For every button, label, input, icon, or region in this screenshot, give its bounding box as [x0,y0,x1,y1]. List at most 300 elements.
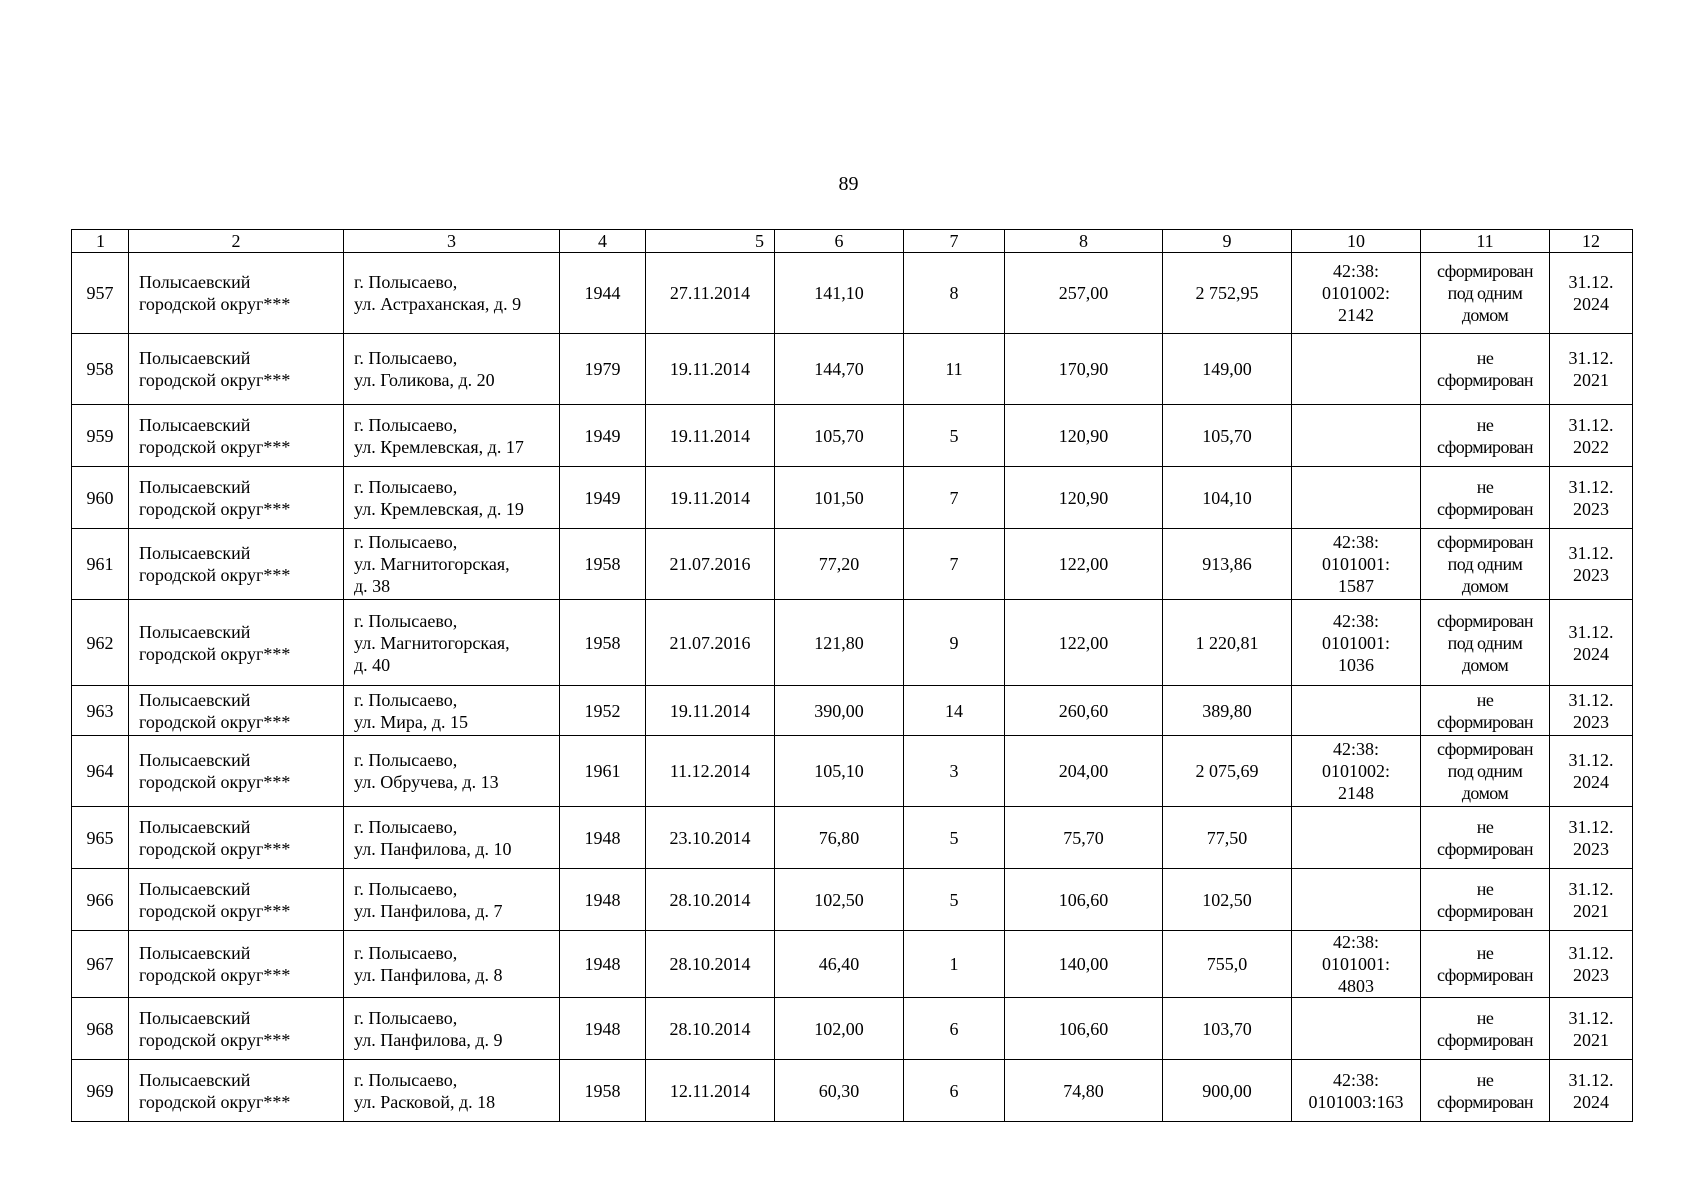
land-status-line: сформирован [1437,610,1533,631]
count-cell: 7 [904,529,1005,600]
land-status-line: сформирован [1437,1091,1533,1112]
district-line: городской округ*** [139,838,291,859]
deadline-line: 31.12. [1568,750,1614,770]
address-line: г. Полысаево, [354,610,458,631]
table-row [72,600,1633,686]
land-status-line: сформирован [1437,498,1533,519]
count-cell: 6 [904,998,1005,1060]
land-area-cell: 149,00 [1163,334,1292,405]
address-line: ул. Обручева, д. 13 [354,772,499,792]
date-cell: 12.11.2014 [646,1060,775,1122]
land-status-line: не [1476,348,1494,368]
address-line: ул. Панфилова, д. 9 [354,1029,503,1050]
land-status-line: сформирован [1437,739,1533,759]
district-cell [129,1060,344,1122]
cadastral-number-line: 42:38: [1332,261,1379,281]
area-cell: 105,70 [775,405,904,467]
address-cell [344,334,560,405]
table-row [72,931,1633,998]
count-cell: 5 [904,405,1005,467]
land-status-line: под одним [1447,283,1523,303]
land-status-line: сформирован [1437,965,1533,985]
deadline-cell [1550,807,1633,869]
district-line: городской округ*** [139,711,291,732]
table-row [72,998,1633,1060]
row-number-cell: 961 [72,529,129,600]
district-cell [129,931,344,998]
deadline-line: 31.12. [1568,348,1614,368]
area-cell: 46,40 [775,931,904,998]
area-cell: 106,60 [1005,998,1163,1060]
address-line: г. Полысаево, [354,1069,458,1090]
year-built-cell: 1958 [560,529,646,600]
row-number-cell: 962 [72,600,129,686]
count-cell: 5 [904,869,1005,931]
cadastral-number-line: 1036 [1338,654,1374,675]
deadline-line: 31.12. [1568,1069,1614,1090]
address-line: г. Полысаево, [354,532,458,552]
column-header: 7 [904,230,1005,253]
land-status-line: не [1476,689,1494,710]
district-line: городской округ*** [139,1091,291,1112]
column-header: 11 [1421,230,1550,253]
count-cell: 9 [904,600,1005,686]
deadline-line: 31.12. [1568,476,1614,497]
land-status-cell [1421,686,1550,736]
cadastral-number-cell [1292,253,1421,334]
deadline-line: 2021 [1573,370,1609,390]
deadline-line: 2024 [1573,643,1609,664]
address-cell [344,931,560,998]
year-built-cell: 1948 [560,807,646,869]
date-cell: 19.11.2014 [646,405,775,467]
district-cell [129,869,344,931]
address-cell [344,807,560,869]
deadline-line: 2023 [1573,965,1609,985]
district-cell [129,529,344,600]
district-line: Полысаевский [139,543,251,563]
land-status-line: сформирован [1437,900,1533,921]
address-line: ул. Магнитогорская, [354,554,510,574]
cadastral-number-line: 0101001: [1321,954,1390,974]
land-area-cell: 913,86 [1163,529,1292,600]
deadline-cell [1550,1060,1633,1122]
area-cell: 257,00 [1005,253,1163,334]
deadline-line: 2024 [1573,294,1609,314]
address-cell [344,405,560,467]
district-line: Полысаевский [139,689,251,710]
district-line: Полысаевский [139,272,251,292]
count-cell: 7 [904,467,1005,529]
date-cell: 21.07.2016 [646,600,775,686]
area-cell: 74,80 [1005,1060,1163,1122]
district-line: Полысаевский [139,878,251,899]
date-cell: 21.07.2016 [646,529,775,600]
district-cell [129,736,344,807]
area-cell: 122,00 [1005,529,1163,600]
cadastral-number-cell [1292,467,1421,529]
land-status-line: домом [1461,783,1509,803]
row-number-cell: 969 [72,1060,129,1122]
address-line: г. Полысаево, [354,878,458,899]
table-row [72,807,1633,869]
land-status-cell [1421,736,1550,807]
deadline-cell [1550,253,1633,334]
column-header: 2 [129,230,344,253]
column-header: 10 [1292,230,1421,253]
deadline-cell [1550,686,1633,736]
area-cell: 101,50 [775,467,904,529]
address-line: ул. Панфилова, д. 7 [354,900,503,921]
land-area-cell: 1 220,81 [1163,600,1292,686]
land-status-cell [1421,467,1550,529]
address-cell [344,253,560,334]
area-cell: 77,20 [775,529,904,600]
district-line: городской округ*** [139,370,291,390]
cadastral-number-line: 4803 [1338,976,1374,996]
land-area-cell: 102,50 [1163,869,1292,931]
date-cell: 19.11.2014 [646,686,775,736]
table-row [72,686,1633,736]
date-cell: 19.11.2014 [646,467,775,529]
year-built-cell: 1961 [560,736,646,807]
district-line: городской округ*** [139,294,291,314]
district-line: Полысаевский [139,621,251,642]
address-cell [344,600,560,686]
district-line: Полысаевский [139,1007,251,1028]
land-status-line: не [1476,816,1494,837]
cadastral-number-cell [1292,405,1421,467]
column-header: 3 [344,230,560,253]
address-line: ул. Панфилова, д. 10 [354,838,512,859]
district-cell [129,998,344,1060]
date-cell: 27.11.2014 [646,253,775,334]
deadline-line: 31.12. [1568,414,1614,435]
land-status-line: сформирован [1437,436,1533,457]
area-cell: 102,00 [775,998,904,1060]
land-status-line: домом [1461,305,1509,325]
land-area-cell: 104,10 [1163,467,1292,529]
district-line: Полысаевский [139,348,251,368]
deadline-line: 2023 [1573,711,1609,732]
address-line: ул. Мира, д. 15 [354,711,468,732]
land-status-line: домом [1461,654,1509,675]
district-line: Полысаевский [139,750,251,770]
cadastral-number-line: 0101002: [1321,283,1390,303]
land-status-line: не [1476,476,1494,497]
district-line: городской округ*** [139,772,291,792]
cadastral-number-line: 42:38: [1332,1069,1379,1090]
row-number-cell: 968 [72,998,129,1060]
area-cell: 60,30 [775,1060,904,1122]
area-cell: 75,70 [1005,807,1163,869]
land-status-cell [1421,998,1550,1060]
address-line: ул. Расковой, д. 18 [354,1091,496,1112]
cadastral-number-cell [1292,807,1421,869]
area-cell: 390,00 [775,686,904,736]
date-cell: 11.12.2014 [646,736,775,807]
district-line: Полысаевский [139,414,251,435]
district-line: городской округ*** [139,643,291,664]
land-status-line: сформирован [1437,370,1533,390]
land-area-cell: 2 075,69 [1163,736,1292,807]
cadastral-number-line: 2148 [1338,783,1374,803]
deadline-line: 31.12. [1568,272,1614,292]
year-built-cell: 1948 [560,931,646,998]
deadline-cell [1550,405,1633,467]
row-number-cell: 967 [72,931,129,998]
column-number-row [72,230,1633,253]
land-area-cell: 900,00 [1163,1060,1292,1122]
land-status-line: не [1476,414,1494,435]
date-cell: 28.10.2014 [646,869,775,931]
year-built-cell: 1949 [560,467,646,529]
column-header: 8 [1005,230,1163,253]
row-number-cell: 965 [72,807,129,869]
district-line: городской округ*** [139,436,291,457]
year-built-cell: 1948 [560,869,646,931]
year-built-cell: 1952 [560,686,646,736]
cadastral-number-cell [1292,686,1421,736]
land-status-line: не [1476,1069,1494,1090]
deadline-cell [1550,998,1633,1060]
area-cell: 120,90 [1005,467,1163,529]
land-area-cell: 77,50 [1163,807,1292,869]
housing-registry-table [71,229,1633,1122]
address-line: г. Полысаево, [354,272,458,292]
table-row [72,405,1633,467]
count-cell: 5 [904,807,1005,869]
area-cell: 102,50 [775,869,904,931]
address-cell [344,869,560,931]
district-line: городской округ*** [139,498,291,519]
deadline-line: 2023 [1573,498,1609,519]
year-built-cell: 1979 [560,334,646,405]
year-built-cell: 1944 [560,253,646,334]
year-built-cell: 1958 [560,600,646,686]
row-number-cell: 960 [72,467,129,529]
district-line: Полысаевский [139,476,251,497]
date-cell: 28.10.2014 [646,931,775,998]
year-built-cell: 1948 [560,998,646,1060]
cadastral-number-cell [1292,600,1421,686]
deadline-cell [1550,931,1633,998]
land-status-cell [1421,334,1550,405]
land-area-cell: 2 752,95 [1163,253,1292,334]
cadastral-number-cell [1292,1060,1421,1122]
area-cell: 170,90 [1005,334,1163,405]
address-line: ул. Кремлевская, д. 17 [354,436,524,457]
cadastral-number-cell [1292,334,1421,405]
district-line: Полысаевский [139,816,251,837]
land-status-cell [1421,253,1550,334]
land-status-cell [1421,405,1550,467]
district-line: городской округ*** [139,965,291,985]
area-cell: 122,00 [1005,600,1163,686]
address-line: г. Полысаево, [354,476,458,497]
cadastral-number-line: 1587 [1338,576,1374,596]
area-cell: 106,60 [1005,869,1163,931]
cadastral-number-cell [1292,869,1421,931]
count-cell: 3 [904,736,1005,807]
address-cell [344,529,560,600]
district-line: Полысаевский [139,1069,251,1090]
land-status-line: сформирован [1437,1029,1533,1050]
land-status-line: сформирован [1437,711,1533,732]
area-cell: 105,10 [775,736,904,807]
deadline-line: 2021 [1573,900,1609,921]
district-cell [129,467,344,529]
table-row [72,529,1633,600]
deadline-cell [1550,600,1633,686]
land-area-cell: 755,0 [1163,931,1292,998]
date-cell: 28.10.2014 [646,998,775,1060]
column-header: 5 [646,230,775,253]
address-line: г. Полысаево, [354,348,458,368]
district-cell [129,405,344,467]
district-line: городской округ*** [139,900,291,921]
row-number-cell: 957 [72,253,129,334]
year-built-cell: 1949 [560,405,646,467]
land-status-cell [1421,807,1550,869]
address-line: ул. Кремлевская, д. 19 [354,498,524,519]
land-status-line: под одним [1447,632,1523,653]
cadastral-number-line: 0101003:163 [1308,1091,1404,1112]
page-number: 89 [838,173,859,195]
area-cell: 260,60 [1005,686,1163,736]
land-status-line: сформирован [1437,838,1533,859]
land-status-line: под одним [1447,554,1523,574]
land-status-line: сформирован [1437,261,1533,281]
address-line: д. 40 [354,654,391,675]
cadastral-number-line: 42:38: [1332,739,1379,759]
area-cell: 141,10 [775,253,904,334]
deadline-cell [1550,736,1633,807]
deadline-line: 31.12. [1568,943,1614,963]
address-cell [344,467,560,529]
deadline-line: 31.12. [1568,621,1614,642]
land-status-cell [1421,1060,1550,1122]
land-status-line: сформирован [1437,532,1533,552]
area-cell: 140,00 [1005,931,1163,998]
deadline-line: 2022 [1573,436,1609,457]
deadline-line: 31.12. [1568,816,1614,837]
cadastral-number-cell [1292,529,1421,600]
land-area-cell: 389,80 [1163,686,1292,736]
district-cell [129,686,344,736]
address-line: г. Полысаево, [354,689,458,710]
land-status-cell [1421,600,1550,686]
deadline-line: 2023 [1573,838,1609,859]
table-row [72,334,1633,405]
address-line: ул. Магнитогорская, [354,632,510,653]
deadline-cell [1550,529,1633,600]
area-cell: 120,90 [1005,405,1163,467]
address-line: д. 38 [354,576,391,596]
address-line: г. Полысаево, [354,414,458,435]
land-status-cell [1421,529,1550,600]
deadline-cell [1550,869,1633,931]
column-header: 9 [1163,230,1292,253]
cadastral-number-cell [1292,931,1421,998]
year-built-cell: 1958 [560,1060,646,1122]
deadline-line: 31.12. [1568,689,1614,710]
land-area-cell: 103,70 [1163,998,1292,1060]
land-status-line: не [1476,878,1494,899]
address-cell [344,998,560,1060]
date-cell: 19.11.2014 [646,334,775,405]
cadastral-number-line: 2142 [1338,305,1374,325]
address-line: г. Полысаево, [354,943,458,963]
land-status-cell [1421,931,1550,998]
table-row [72,1060,1633,1122]
deadline-line: 2023 [1573,565,1609,585]
table-row [72,253,1633,334]
table-row [72,869,1633,931]
cadastral-number-line: 0101001: [1321,632,1390,653]
cadastral-number-cell [1292,736,1421,807]
table-row [72,736,1633,807]
land-status-line: не [1476,943,1494,963]
cadastral-number-line: 0101001: [1321,554,1390,574]
district-line: городской округ*** [139,1029,291,1050]
district-cell [129,807,344,869]
deadline-line: 2021 [1573,1029,1609,1050]
land-status-line: под одним [1447,761,1523,781]
area-cell: 76,80 [775,807,904,869]
address-line: ул. Панфилова, д. 8 [354,965,503,985]
address-line: г. Полысаево, [354,1007,458,1028]
cadastral-number-cell [1292,998,1421,1060]
deadline-line: 31.12. [1568,543,1614,563]
cadastral-number-line: 42:38: [1332,532,1379,552]
cadastral-number-line: 0101002: [1321,761,1390,781]
area-cell: 121,80 [775,600,904,686]
land-status-line: домом [1461,576,1509,596]
address-line: ул. Голикова, д. 20 [354,370,495,390]
address-line: г. Полысаево, [354,816,458,837]
address-cell [344,736,560,807]
row-number-cell: 964 [72,736,129,807]
column-header: 1 [72,230,129,253]
row-number-cell: 966 [72,869,129,931]
district-cell [129,600,344,686]
land-status-cell [1421,869,1550,931]
deadline-line: 2024 [1573,772,1609,792]
column-header: 12 [1550,230,1633,253]
deadline-line: 31.12. [1568,878,1614,899]
row-number-cell: 963 [72,686,129,736]
column-header: 4 [560,230,646,253]
district-line: Полысаевский [139,943,251,963]
land-status-line: не [1476,1007,1494,1028]
address-cell [344,686,560,736]
count-cell: 14 [904,686,1005,736]
column-header: 6 [775,230,904,253]
land-area-cell: 105,70 [1163,405,1292,467]
count-cell: 6 [904,1060,1005,1122]
deadline-cell [1550,467,1633,529]
area-cell: 204,00 [1005,736,1163,807]
cadastral-number-line: 42:38: [1332,932,1379,952]
date-cell: 23.10.2014 [646,807,775,869]
row-number-cell: 959 [72,405,129,467]
deadline-line: 31.12. [1568,1007,1614,1028]
count-cell: 8 [904,253,1005,334]
district-line: городской округ*** [139,565,291,585]
cadastral-number-line: 42:38: [1332,610,1379,631]
address-cell [344,1060,560,1122]
